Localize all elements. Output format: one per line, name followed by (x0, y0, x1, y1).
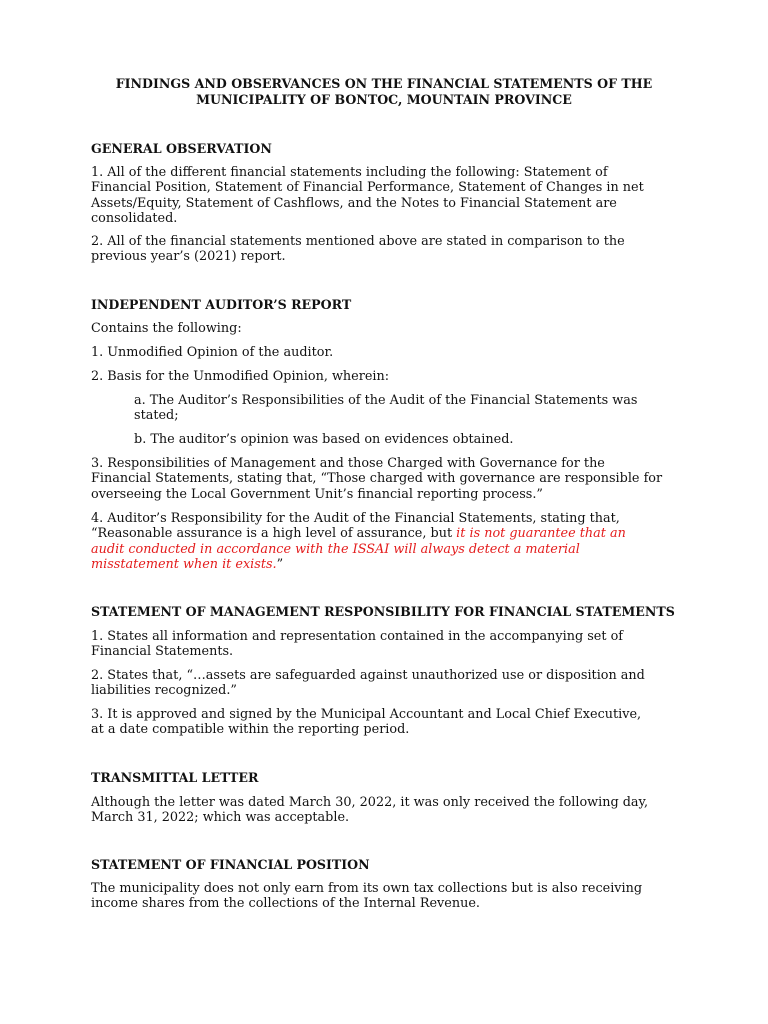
auditor-intro: Contains the following: (91, 321, 242, 336)
text-line: overseeing the Local Government Unit’s financial reporting process.” (91, 486, 543, 502)
text-line: at a date compatible within the reporting period. (91, 722, 410, 738)
section-heading-general: GENERAL OBSERVATION (91, 141, 272, 156)
highlighted-quote: it is not guarantee that an (456, 526, 626, 542)
text-line: 3. It is approved and signed by the Municipal Accountant and Local Chief Executive, (91, 707, 642, 722)
title-line: MUNICIPALITY OF BONTOC, MOUNTAIN PROVINCE (196, 91, 572, 107)
management-item-3 (91, 707, 691, 738)
quote-close: ” (276, 557, 284, 573)
auditor-item-3 (91, 456, 691, 502)
auditor-sub-a (134, 393, 674, 424)
general-item-1 (91, 165, 691, 227)
quote-text: “Reasonable assurance is a high level of assurance, but (91, 526, 457, 542)
text-line: Assets/Equity, Statement of Cashflows, and the Notes to Financial Statement are (91, 195, 617, 211)
management-item-1 (91, 629, 691, 660)
text-line (91, 557, 691, 572)
text-line: Financial Statements. (91, 644, 234, 660)
auditor-item-4 (91, 511, 691, 573)
text-line: 3. Responsibilities of Management and those Charged with Governance for the (91, 456, 605, 471)
text-line: 1. States all information and representation contained in the accompanying set of (91, 629, 624, 644)
auditor-sub-b: b. The auditor’s opinion was based on evidences obtained. (134, 432, 514, 447)
management-item-2 (91, 668, 691, 699)
text-line (91, 526, 691, 541)
text-line: previous year’s (2021) report. (91, 249, 286, 265)
section-heading-transmittal: TRANSMITTAL LETTER (91, 770, 259, 785)
text-line: 4. Auditor’s Responsibility for the Audit of the Financial Statements, stating that, (91, 511, 620, 526)
text-line: income shares from the collections of the Internal Revenue. (91, 896, 480, 912)
text-line: The municipality does not only earn from its own tax collections but is also receiving (91, 881, 643, 896)
text-line: 2. All of the financial statements mentioned above are stated in comparison to the (91, 234, 625, 249)
position-body (91, 881, 691, 912)
highlighted-quote: audit conducted in accordance with the ISSAI will always detect a material (91, 541, 580, 557)
text-line: stated; (134, 408, 179, 424)
text-line: 2. States that, “…assets are safeguarded against unauthorized use or disposition and (91, 668, 645, 683)
section-heading-management: STATEMENT OF MANAGEMENT RESPONSIBILITY FOR FINANCIAL STATEMENTS (91, 604, 675, 619)
section-heading-auditor: INDEPENDENT AUDITOR’S REPORT (91, 297, 352, 312)
general-item-2 (91, 234, 691, 265)
title-line: FINDINGS AND OBSERVANCES ON THE FINANCIAL STATEMENTS OF THE (115, 76, 653, 91)
text-line: a. The Auditor’s Responsibilities of the Audit of the Financial Statements was (134, 393, 638, 408)
text-line: liabilities recognized.” (91, 683, 237, 699)
text-line: Financial Position, Statement of Financial Performance, Statement of Changes in net (91, 180, 644, 196)
text-line: March 31, 2022; which was acceptable. (91, 810, 350, 826)
transmittal-body (91, 795, 691, 826)
section-heading-position: STATEMENT OF FINANCIAL POSITION (91, 857, 370, 872)
auditor-item-2: 2. Basis for the Unmodified Opinion, wherein: (91, 369, 390, 384)
text-line: Although the letter was dated March 30, 2022, it was only received the following day, (91, 795, 649, 810)
document-title (100, 76, 668, 107)
highlighted-quote: misstatement when it exists. (91, 557, 277, 573)
text-line: Financial Statements, stating that, “Those charged with governance are responsible for (91, 471, 663, 487)
text-line: consolidated. (91, 211, 178, 227)
text-line: 1. All of the different financial statements including the following: Statement of (91, 165, 608, 180)
auditor-item-1: 1. Unmodified Opinion of the auditor. (91, 345, 334, 360)
